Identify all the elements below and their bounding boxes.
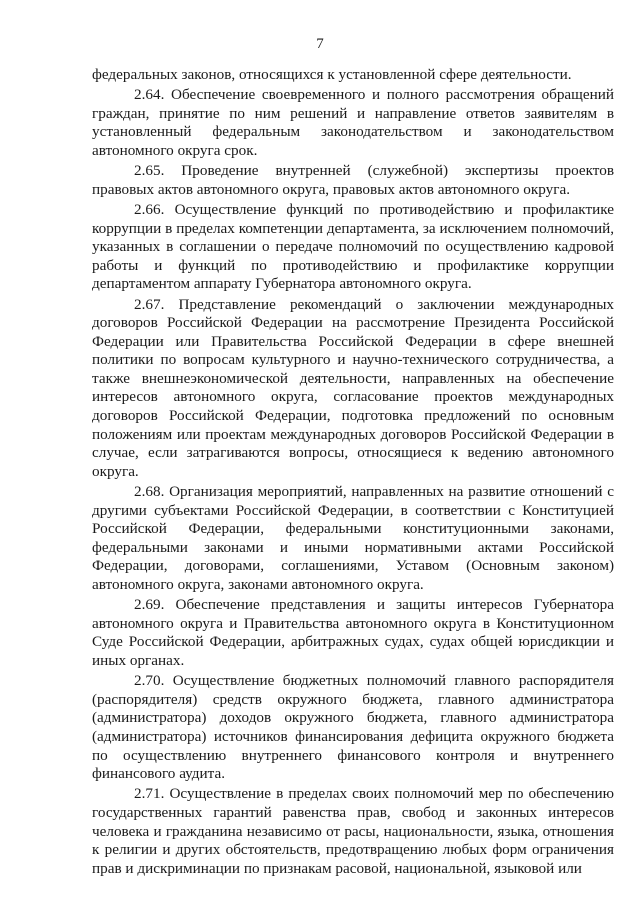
paragraph-2-71: 2.71. Осуществление в пределах своих полномочий мер по обеспечению государственных гарантий равенства прав, свобод и законных интересов человека и гражданина независимо от расы, национальности, языка, отношения к религии и других обстоятельств, предотвращению любых форм ограничения прав и дискриминации по признакам расовой, национальной, языковой или	[92, 785, 614, 877]
paragraph-2-65: 2.65. Проведение внутренней (служебной) экспертизы проектов правовых актов автономного округа, правовых актов автономного округа.	[92, 162, 614, 198]
document-body	[92, 66, 614, 880]
paragraph-2-70: 2.70. Осуществление бюджетных полномочий главного распорядителя (распорядителя) средств окружного бюджета, главного администратора (администратора) доходов окружного бюджета, главного администратора (администратора) источников финансирования дефицита окружного бюджета по осуществлению внутреннего финансового контроля и внутреннего финансового аудита.	[92, 672, 614, 783]
paragraph-2-68: 2.68. Организация мероприятий, направленных на развитие отношений с другими субъектами Российской Федерации, в соответствии с Конституцией Российской Федерации, федеральными конституционными законами, федеральными законами и иными нормативными актами Российской Федерации, договорами, соглашениями, Уставом (Основным законом) автономного округа, законами автономного округа.	[92, 483, 614, 593]
paragraph-2-64: 2.64. Обеспечение своевременного и полного рассмотрения обращений граждан, принятие по ним решений и направление ответов заявителям в установленный федеральным законодательством и законодательством автономного округа срок.	[92, 86, 614, 159]
page-number: 7	[316, 36, 324, 52]
paragraph-2-69: 2.69. Обеспечение представления и защиты интересов Губернатора автономного округа и Правительства автономного округа в Конституционном Суде Российской Федерации, арбитражных судах, судах общей юрисдикции и иных органах.	[92, 596, 614, 669]
paragraph-2-66: 2.66. Осуществление функций по противодействию и профилактике коррупции в пределах компетенции департамента, за исключением полномочий, указанных в соглашении о передаче полномочий по осуществлению кадровой работы и функций по противодействию и профилактике коррупции департаментом аппарату Губернатора автономного округа.	[92, 200, 614, 293]
paragraph-continuation: федеральных законов, относящихся к установленной сфере деятельности.	[92, 66, 572, 83]
paragraph-2-67: 2.67. Представление рекомендаций о заключении международных договоров Российской Федерации на рассмотрение Президента Российской Федерации или Правительства Российской Федерации в сфере внешней политики по вопросам культурного и научно-технического сотрудничества, а также внешнеэкономической деятельности, направленных на обеспечение интересов автономного округа, согласование проектов международных договоров Российской Федерации, подготовка предложений по основным положениям или проектам международных договоров Российской Федерации в случае, если затрагиваются вопросы, относящиеся к ведению автономного округа.	[92, 295, 614, 480]
